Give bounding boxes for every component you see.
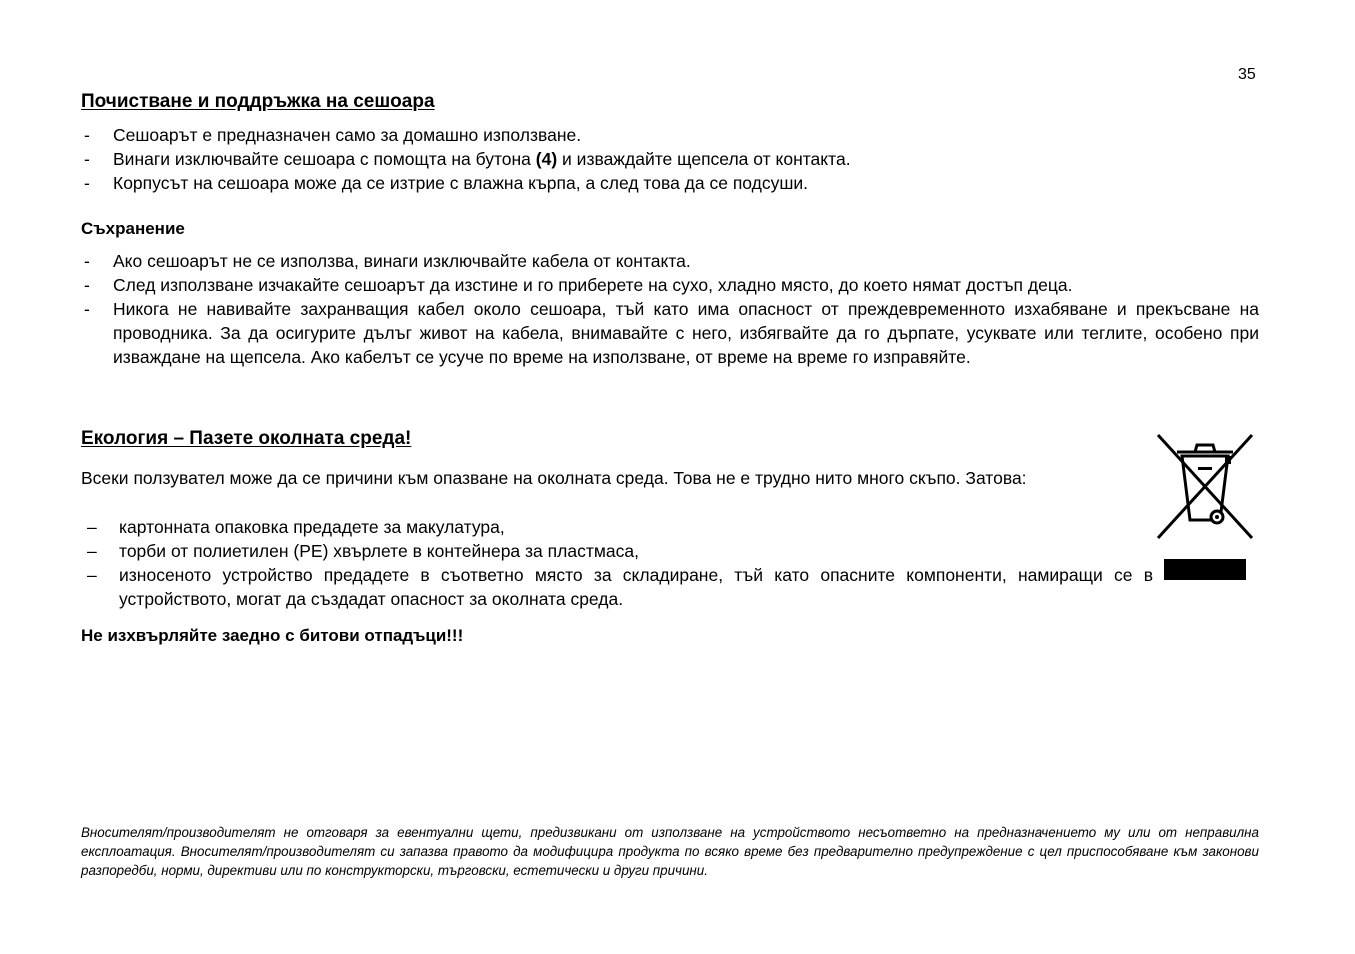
cleaning-heading: Почистване и поддръжка на сешоара: [81, 91, 435, 112]
storage-list: [81, 249, 1259, 369]
list-item: [81, 539, 1153, 563]
button-reference: (4): [535, 149, 558, 169]
list-marker: –: [87, 517, 97, 537]
ecology-list: [81, 515, 1153, 611]
list-item-text: износеното устройство предадете в съответно място за складиране, тъй като опасните компоненти, намиращи се в устройството, могат да създадат опасност за околната среда.: [119, 565, 1153, 609]
list-item-text: Сешоарът е предназначен само за домашно използване.: [113, 125, 582, 145]
list-item-text: картонната опаковка предадете за макулатура,: [119, 517, 505, 537]
list-item: [81, 515, 1153, 539]
ecology-intro: Всеки ползувател може да се причини към опазване на околната среда. Това не е трудно нито много скъпо. Затова:: [81, 468, 1027, 488]
list-item: [81, 273, 1259, 297]
list-item-text: Никога не навивайте захранващия кабел около сешоара, тъй като има опасност от преждевременното изхабяване и прекъсване на проводника. За да осигурите дълъг живот на кабела, внимавайте с него, избягвайте да го дърпате, усуквате или теглите, особено при изваждане на щепсела. Ако кабелът се усуче по време на използване, от време на време го изправяйте.: [113, 299, 1259, 367]
list-marker: -: [84, 173, 90, 193]
crossed-out-wheelie-bin-icon: [1155, 432, 1255, 542]
list-item: [81, 563, 1153, 611]
list-item: [81, 249, 1259, 273]
cleaning-list: [81, 123, 1259, 195]
list-marker: -: [84, 275, 90, 295]
list-marker: -: [84, 299, 90, 319]
list-item: [81, 171, 1259, 195]
list-marker: -: [84, 251, 90, 271]
list-item: [81, 123, 1259, 147]
list-item-text: торби от полиетилен (PE) хвърлете в контейнера за пластмаса,: [119, 541, 639, 561]
storage-heading: Съхранение: [81, 219, 185, 238]
weee-underline-bar: [1164, 559, 1246, 580]
list-marker: -: [84, 149, 90, 169]
list-item: [81, 147, 1259, 171]
list-item-text: Ако сешоарът не се използва, винаги изключвайте кабела от контакта.: [113, 251, 691, 271]
list-item-text: Корпусът на сешоара може да се изтрие с влажна кърпа, а след това да се подсуши.: [113, 173, 809, 193]
list-item-text-after: и изваждайте щепсела от контакта.: [557, 149, 851, 169]
list-marker: –: [87, 565, 97, 585]
list-item-text: След използване изчакайте сешоарът да изстине и го приберете на сухо, хладно място, до което нямат достъп деца.: [113, 275, 1073, 295]
page-number: 35: [1238, 66, 1256, 83]
disposal-warning: Не изхвърляйте заедно с битови отпадъци!!!: [81, 626, 464, 645]
disclaimer: Вносителят/производителят не отговаря за евентуални щети, предизвикани от използване на устройството несъответно на предназначението му или от неправилна експлоатация. Вносителят/производителят си запазва правото да модифицира продукта по всяко време без предварително предупреждение с цел приспособяване към законови разпоредби, норми, директиви или по конструкторски, търговски, естетически и други причини.: [81, 825, 1259, 878]
list-marker: -: [84, 125, 90, 145]
list-item: [81, 297, 1259, 369]
list-item-text-before: Винаги изключвайте сешоара с помощта на бутона: [113, 149, 536, 169]
list-marker: –: [87, 541, 97, 561]
ecology-heading: Екология – Пазете околната среда!: [81, 428, 412, 449]
